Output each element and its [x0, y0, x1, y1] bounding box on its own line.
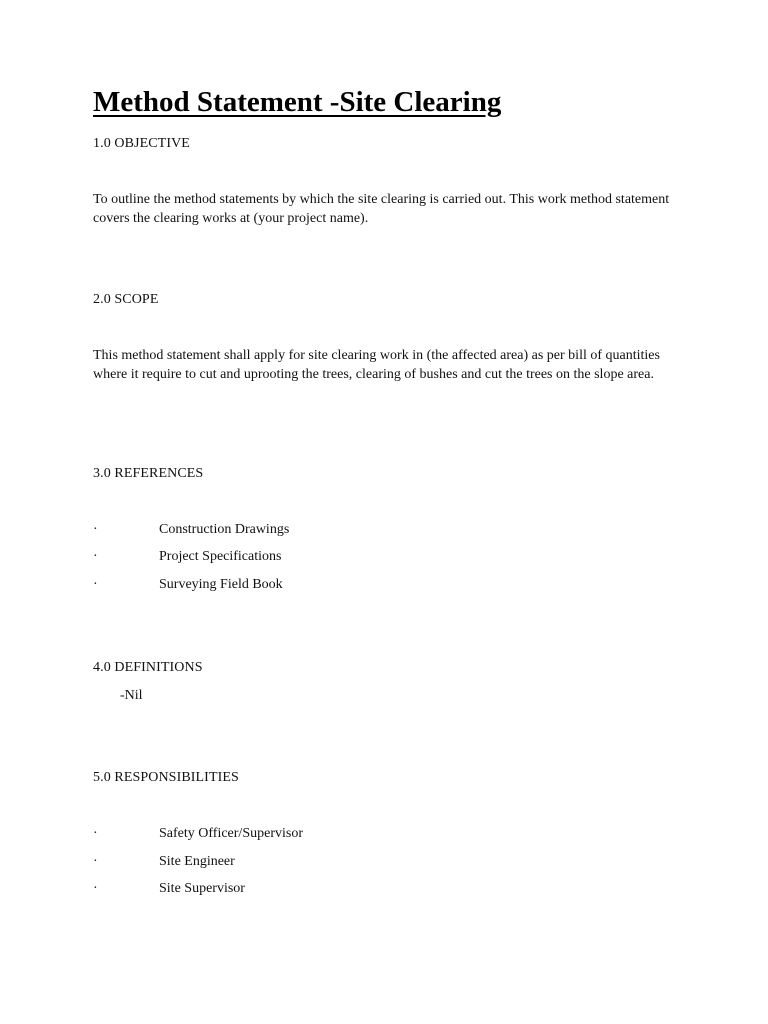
list-item-label: Site Supervisor: [159, 881, 245, 896]
section-heading-references: 3.0 REFERENCES: [93, 466, 204, 481]
list-item-reference: [93, 522, 289, 538]
list-item-responsibility: [93, 854, 235, 870]
list-item-reference: [93, 549, 281, 565]
list-item-label: Site Engineer: [159, 854, 235, 869]
scope-paragraph: This method statement shall apply for site clearing work in (the affected area) as per bill of quantities where it require to cut and uprooting the trees, clearing of bushes and cut the trees on the slope area.: [93, 348, 660, 382]
list-item-reference: [93, 577, 283, 593]
bullet-symbol: ·: [93, 881, 98, 896]
list-item-label: Project Specifications: [159, 549, 282, 564]
list-item-responsibility: [93, 826, 303, 842]
definitions-text: -Nil: [120, 688, 143, 703]
bullet-symbol: ·: [93, 826, 98, 841]
bullet-symbol: ·: [93, 549, 98, 564]
list-item-label: Safety Officer/Supervisor: [159, 826, 303, 841]
section-heading-definitions: 4.0 DEFINITIONS: [93, 660, 203, 675]
section-heading-scope: 2.0 SCOPE: [93, 292, 159, 307]
section-heading-objective: 1.0 OBJECTIVE: [93, 136, 190, 151]
bullet-symbol: ·: [93, 854, 98, 869]
list-item-label: Construction Drawings: [159, 522, 290, 537]
section-heading-responsibilities: 5.0 RESPONSIBILITIES: [93, 770, 239, 785]
bullet-symbol: ·: [93, 577, 98, 592]
list-item-responsibility: [93, 881, 245, 897]
bullet-symbol: ·: [93, 522, 98, 537]
list-item-label: Surveying Field Book: [159, 577, 283, 592]
objective-paragraph: To outline the method statements by which the site clearing is carried out. This work method statement covers the clearing works at (your project name).: [93, 192, 670, 226]
document-title: Method Statement -Site Clearing: [93, 86, 502, 118]
